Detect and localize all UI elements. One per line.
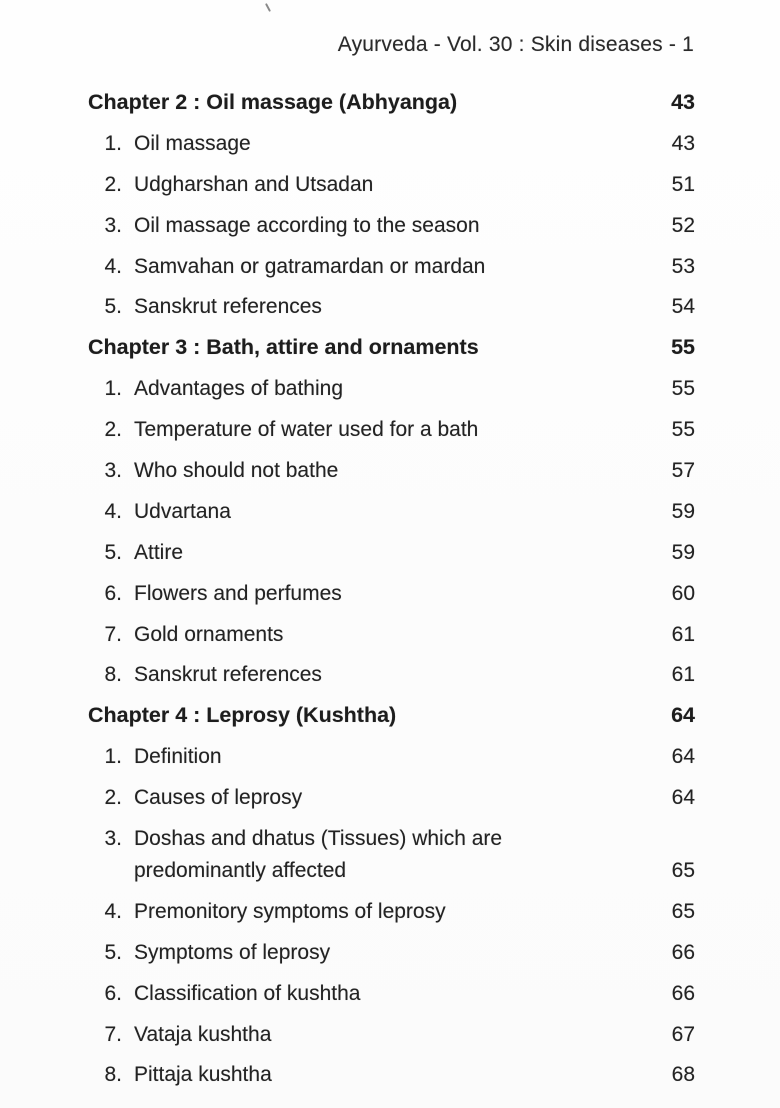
item-label xyxy=(134,826,672,883)
toc-item-row xyxy=(88,622,695,647)
chapter-page-number: 43 xyxy=(671,90,695,114)
chapter-title: Chapter 4 : Leprosy (Kushtha) xyxy=(88,703,397,728)
item-number: 8. xyxy=(104,663,122,687)
item-number: 3. xyxy=(104,213,122,237)
chapter-page-number: 55 xyxy=(671,335,695,360)
item-label xyxy=(134,581,672,606)
item-label xyxy=(134,376,672,401)
item-label xyxy=(134,294,672,319)
item-label xyxy=(134,940,672,965)
toc-item-row xyxy=(88,981,695,1006)
item-page-number: 55 xyxy=(671,377,695,401)
item-label-line1: Classification of kushtha xyxy=(134,981,361,1005)
item-label-line1: Temperature of water used for a bath xyxy=(134,418,479,442)
toc-item-row xyxy=(88,1062,695,1087)
item-page-number: 53 xyxy=(671,254,695,278)
item-number: 7. xyxy=(104,1022,122,1046)
toc-item-row xyxy=(88,376,695,401)
item-label xyxy=(134,744,672,769)
item-number: 1. xyxy=(104,131,122,155)
item-label-line1: Vataja kushtha xyxy=(134,1022,272,1046)
item-label xyxy=(134,662,672,687)
item-page-number: 64 xyxy=(671,745,695,769)
item-page-number: 61 xyxy=(671,663,695,687)
item-number: 3. xyxy=(104,827,122,851)
running-header: Ayurveda - Vol. 30 : Skin diseases - 1 xyxy=(337,33,694,56)
item-page-number: 54 xyxy=(671,295,695,319)
item-label-line1: Causes of leprosy xyxy=(134,786,303,810)
item-label xyxy=(134,540,672,565)
item-label-line1: Udvartana xyxy=(134,499,231,523)
toc-item-row xyxy=(88,940,695,965)
item-label-line1: Udgharshan and Utsadan xyxy=(134,172,374,196)
item-number: 2. xyxy=(104,172,122,196)
item-page-number: 55 xyxy=(671,418,695,442)
item-page-number: 60 xyxy=(671,581,695,605)
item-label xyxy=(134,213,672,238)
toc-item-row xyxy=(88,294,695,319)
chapter-title: Chapter 3 : Bath, attire and ornaments xyxy=(88,335,479,360)
item-label xyxy=(134,131,672,156)
item-page-number: 66 xyxy=(671,981,695,1005)
item-label xyxy=(134,1062,672,1087)
toc-item-row xyxy=(88,744,695,769)
item-number: 8. xyxy=(104,1063,122,1087)
item-label xyxy=(134,1022,672,1047)
item-page-number: 52 xyxy=(671,213,695,237)
item-label-line1: Flowers and perfumes xyxy=(134,581,342,605)
item-label xyxy=(134,622,672,647)
chapter-title: Chapter 2 : Oil massage (Abhyanga) xyxy=(88,90,458,114)
item-label xyxy=(134,981,672,1006)
toc-item-row xyxy=(88,458,695,483)
toc-item-row xyxy=(88,254,695,279)
item-number: 4. xyxy=(104,499,122,523)
toc-item-row xyxy=(88,417,695,442)
item-page-number: 65 xyxy=(671,899,695,923)
toc-item-row xyxy=(88,581,695,606)
item-page-number: 59 xyxy=(671,540,695,564)
item-number: 1. xyxy=(104,745,122,769)
item-label-line1: Pittaja kushtha xyxy=(134,1063,272,1087)
item-label-line1: Doshas and dhatus (Tissues) which are xyxy=(134,827,503,851)
item-page-number: 65 xyxy=(671,859,695,883)
toc-item-row xyxy=(88,899,695,924)
toc-item-row xyxy=(88,1022,695,1047)
item-label-line1: Advantages of bathing xyxy=(134,377,343,401)
toc-item-row xyxy=(88,826,695,883)
chapter-page-number: 64 xyxy=(671,703,695,728)
item-number: 4. xyxy=(104,254,122,278)
toc-item-row xyxy=(88,213,695,238)
item-number: 1. xyxy=(104,377,122,401)
item-number: 5. xyxy=(104,295,122,319)
item-label-line1: Oil massage xyxy=(134,131,251,155)
item-label xyxy=(134,417,672,442)
item-page-number: 67 xyxy=(671,1022,695,1046)
item-page-number: 59 xyxy=(671,499,695,523)
item-label-line1: Sanskrut references xyxy=(134,663,322,687)
item-number: 4. xyxy=(104,899,122,923)
chapter-heading-row xyxy=(88,335,695,360)
item-label xyxy=(134,458,672,483)
item-page-number: 64 xyxy=(671,786,695,810)
item-label xyxy=(134,499,672,524)
chapter-heading-row xyxy=(88,703,695,728)
scan-tick-artifact xyxy=(265,3,271,12)
toc-item-row xyxy=(88,499,695,524)
item-label xyxy=(134,254,672,279)
item-number: 5. xyxy=(104,540,122,564)
item-label-line2: predominantly affected xyxy=(134,859,347,883)
item-label xyxy=(134,785,672,810)
item-page-number: 68 xyxy=(671,1063,695,1087)
item-label-line1: Samvahan or gatramardan or mardan xyxy=(134,254,486,278)
item-label-line1: Attire xyxy=(134,540,184,564)
item-label-line1: Sanskrut references xyxy=(134,295,322,319)
item-number: 5. xyxy=(104,940,122,964)
item-label-line1: Symptoms of leprosy xyxy=(134,940,331,964)
toc xyxy=(88,90,695,1103)
item-label xyxy=(134,172,672,197)
chapter-heading-row xyxy=(88,90,695,115)
item-number: 2. xyxy=(104,418,122,442)
item-label-line1: Premonitory symptoms of leprosy xyxy=(134,899,446,923)
item-label-line1: Definition xyxy=(134,745,222,769)
toc-item-row xyxy=(88,662,695,687)
item-page-number: 57 xyxy=(671,459,695,483)
item-page-number: 43 xyxy=(671,131,695,155)
item-number: 2. xyxy=(104,786,122,810)
item-page-number: 51 xyxy=(671,172,695,196)
item-label-line1: Gold ornaments xyxy=(134,622,284,646)
item-number: 6. xyxy=(104,581,122,605)
item-label-line1: Oil massage according to the season xyxy=(134,213,480,237)
item-label xyxy=(134,899,672,924)
item-number: 7. xyxy=(104,622,122,646)
toc-item-row xyxy=(88,540,695,565)
item-label-line1: Who should not bathe xyxy=(134,459,339,483)
item-number: 6. xyxy=(104,981,122,1005)
item-number: 3. xyxy=(104,459,122,483)
toc-item-row xyxy=(88,785,695,810)
item-page-number: 66 xyxy=(671,940,695,964)
toc-item-row xyxy=(88,172,695,197)
toc-item-row xyxy=(88,131,695,156)
item-page-number: 61 xyxy=(671,622,695,646)
